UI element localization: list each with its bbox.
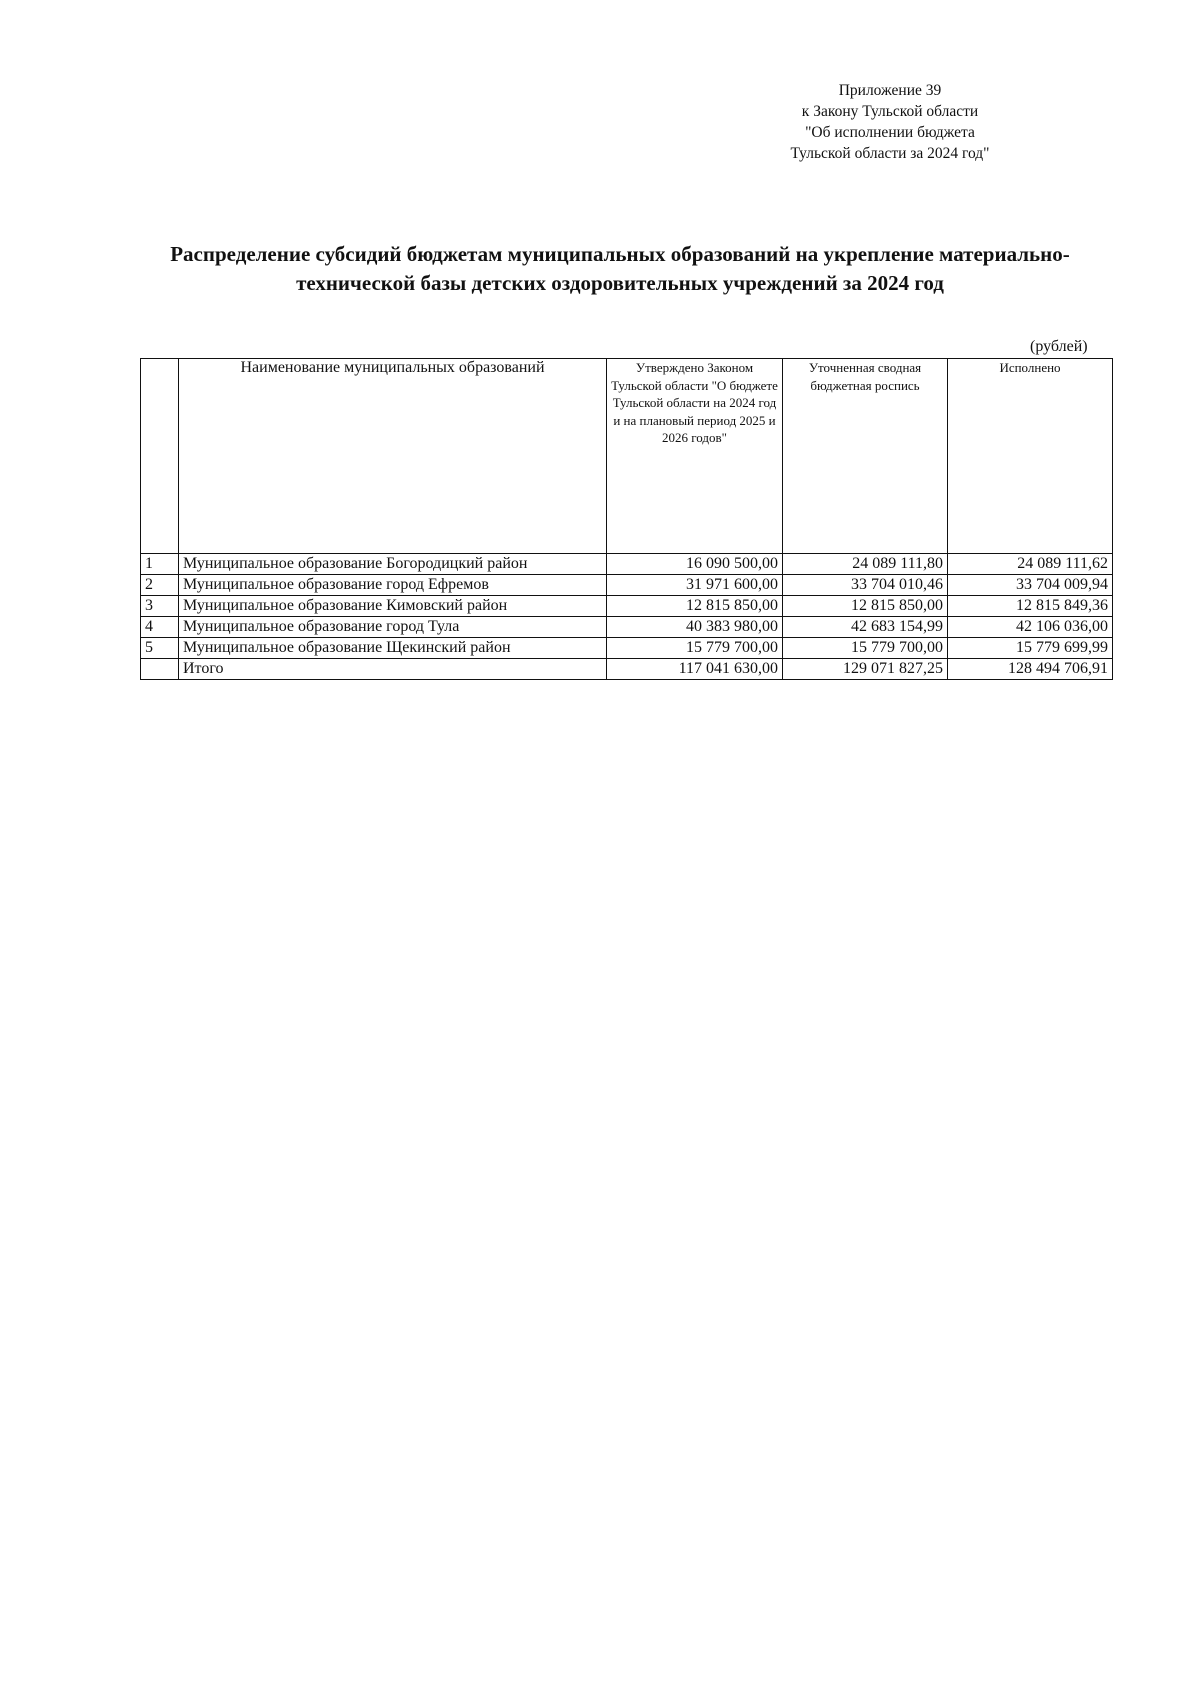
header-num <box>141 359 179 554</box>
row-num: 4 <box>141 617 179 638</box>
row-approved: 40 383 980,00 <box>607 617 783 638</box>
row-num: 5 <box>141 638 179 659</box>
appendix-line-3: "Об исполнении бюджета <box>805 124 975 141</box>
table-row <box>141 638 1113 659</box>
appendix-line-4: Тульской области за 2024 год" <box>790 145 990 162</box>
row-refined: 33 704 010,46 <box>783 575 948 596</box>
units-label: (рублей) <box>1030 338 1088 355</box>
row-name: Муниципальное образование город Тула <box>179 617 607 638</box>
row-num: 3 <box>141 596 179 617</box>
row-executed: 33 704 009,94 <box>948 575 1113 596</box>
appendix-block <box>740 80 1040 164</box>
row-approved: 31 971 600,00 <box>607 575 783 596</box>
total-executed: 128 494 706,91 <box>948 659 1113 680</box>
header-executed: Исполнено <box>948 359 1113 554</box>
title-line-1: Распределение субсидий бюджетам муниципальных образований на укрепление материально- <box>170 242 1070 266</box>
row-refined: 12 815 850,00 <box>783 596 948 617</box>
row-executed: 24 089 111,62 <box>948 554 1113 575</box>
row-approved: 12 815 850,00 <box>607 596 783 617</box>
row-executed: 15 779 699,99 <box>948 638 1113 659</box>
header-approved: Утверждено Законом Тульской области "О бюджете Тульской области на 2024 год и на плановый период 2025 и 2026 годов" <box>607 359 783 554</box>
table-row <box>141 554 1113 575</box>
table-header-row <box>141 359 1113 554</box>
table-row <box>141 596 1113 617</box>
row-name: Муниципальное образование Кимовский район <box>179 596 607 617</box>
row-executed: 12 815 849,36 <box>948 596 1113 617</box>
document-title <box>130 240 1110 298</box>
title-line-2: технической базы детских оздоровительных учреждений за 2024 год <box>296 271 944 295</box>
row-refined: 42 683 154,99 <box>783 617 948 638</box>
appendix-line-2: к Закону Тульской области <box>801 103 979 120</box>
row-name: Муниципальное образование Богородицкий район <box>179 554 607 575</box>
row-num: 1 <box>141 554 179 575</box>
header-name: Наименование муниципальных образований <box>179 359 607 554</box>
row-approved: 16 090 500,00 <box>607 554 783 575</box>
total-name: Итого <box>179 659 607 680</box>
table-row <box>141 617 1113 638</box>
row-num: 2 <box>141 575 179 596</box>
subsidy-table <box>140 358 1113 680</box>
row-executed: 42 106 036,00 <box>948 617 1113 638</box>
header-refined: Уточненная сводная бюджетная роспись <box>783 359 948 554</box>
row-name: Муниципальное образование Щекинский район <box>179 638 607 659</box>
total-refined: 129 071 827,25 <box>783 659 948 680</box>
appendix-line-1: Приложение 39 <box>838 82 942 99</box>
table-row <box>141 575 1113 596</box>
total-approved: 117 041 630,00 <box>607 659 783 680</box>
row-refined: 15 779 700,00 <box>783 638 948 659</box>
table-total-row <box>141 659 1113 680</box>
total-num <box>141 659 179 680</box>
row-refined: 24 089 111,80 <box>783 554 948 575</box>
row-approved: 15 779 700,00 <box>607 638 783 659</box>
row-name: Муниципальное образование город Ефремов <box>179 575 607 596</box>
